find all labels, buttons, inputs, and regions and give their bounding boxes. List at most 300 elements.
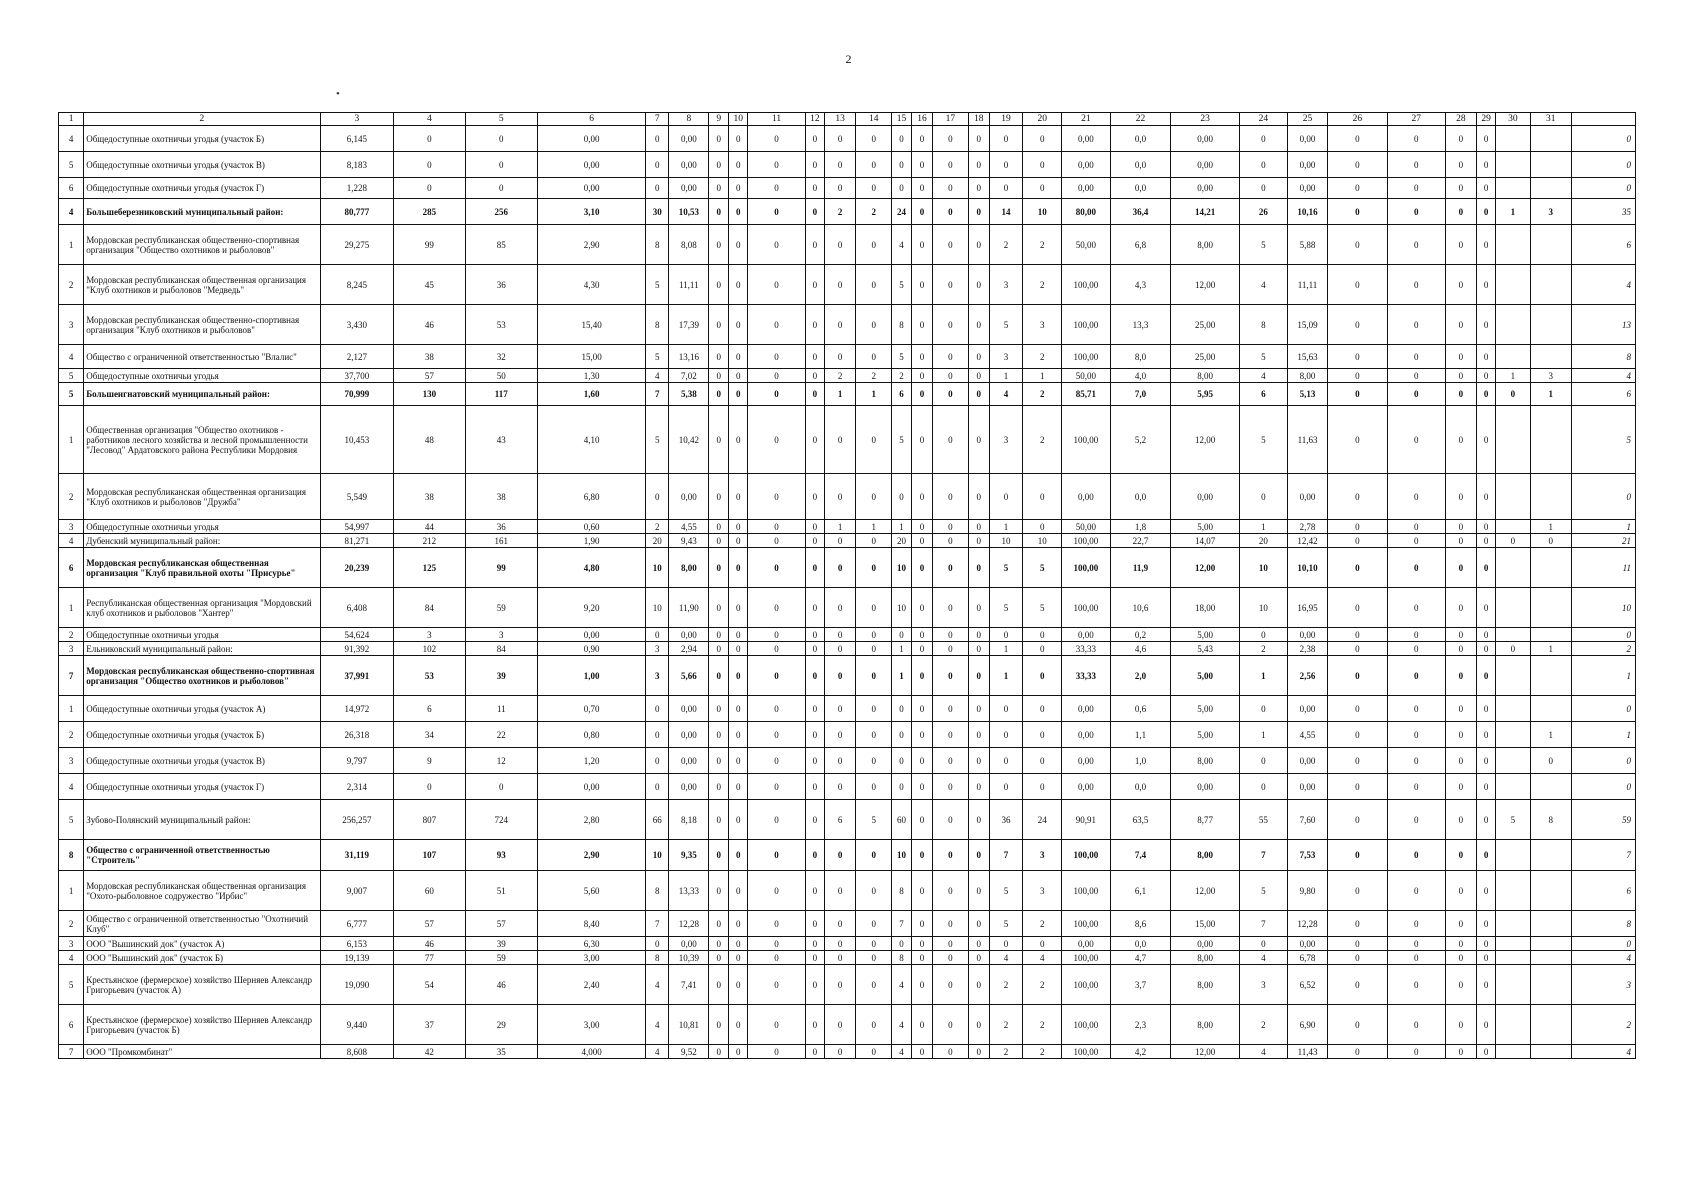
table-cell: 26 [1239, 199, 1287, 225]
table-cell: 0 [1477, 937, 1496, 951]
table-cell: 11 [465, 696, 537, 722]
table-cell: 0 [709, 265, 729, 305]
table-cell: 0 [892, 126, 912, 152]
table-cell: 0 [1239, 774, 1287, 800]
table-cell: 0 [824, 265, 856, 305]
table-cell: 3,00 [538, 951, 646, 965]
table-cell: 0 [933, 548, 969, 588]
table-cell: 59 [465, 951, 537, 965]
table-cell: 0 [856, 774, 892, 800]
table-row [59, 178, 1636, 199]
table-cell: 1,90 [538, 534, 646, 548]
table-cell: 5 [989, 305, 1023, 345]
table-cell: 0 [709, 840, 729, 871]
table-cell: 8,0 [1110, 345, 1171, 369]
row-name-cell: Большеигнатовский муниципальный район: [84, 383, 320, 406]
table-cell: 0 [968, 534, 989, 548]
table-cell: 0 [1239, 748, 1287, 774]
table-cell: 0 [805, 152, 824, 178]
table-cell: 0 [1327, 406, 1387, 474]
table-cell: 0 [856, 628, 892, 642]
table-cell: 0 [646, 748, 669, 774]
table-cell: 9,35 [669, 840, 709, 871]
table-cell: 0 [1445, 840, 1477, 871]
table-cell: 0 [1327, 305, 1387, 345]
table-cell: 14,21 [1171, 199, 1239, 225]
table-cell: 13,33 [669, 871, 709, 911]
row-name-cell: Общедоступные охотничьи угодья [84, 628, 320, 642]
table-cell: 0 [968, 951, 989, 965]
table-cell: 0 [933, 474, 969, 520]
table-cell: 0 [709, 696, 729, 722]
table-cell: 2,56 [1288, 656, 1328, 696]
table-cell [1530, 548, 1571, 588]
column-header: 25 [1288, 113, 1328, 126]
table-cell: 26,318 [320, 722, 394, 748]
table-cell: 93 [465, 840, 537, 871]
table-cell: 0 [805, 840, 824, 871]
table-cell: 5,43 [1171, 642, 1239, 656]
table-cell: 0 [856, 588, 892, 628]
table-cell: 0 [1477, 588, 1496, 628]
row-name-cell: Крестьянское (фермерское) хозяйство Шерняев Александр Григорьевич (участок А) [84, 965, 320, 1005]
table-cell: 256,257 [320, 800, 394, 840]
table-cell: 0 [856, 1045, 892, 1059]
row-number-cell: 3 [59, 748, 84, 774]
table-row [59, 911, 1636, 937]
table-cell [1530, 951, 1571, 965]
table-cell [1496, 548, 1531, 588]
row-number-cell: 3 [59, 520, 84, 534]
table-cell: 0 [1327, 225, 1387, 265]
table-cell: 37,700 [320, 369, 394, 383]
table-row [59, 305, 1636, 345]
table-cell: 0,0 [1110, 178, 1171, 199]
row-number-cell: 3 [59, 642, 84, 656]
table-cell: 39 [465, 656, 537, 696]
table-cell: 0 [989, 474, 1023, 520]
table-cell: 3 [465, 628, 537, 642]
table-cell: 0 [465, 126, 537, 152]
table-cell: 100,00 [1062, 345, 1110, 369]
table-cell: 0 [1387, 520, 1445, 534]
table-cell: 0,00 [538, 126, 646, 152]
table-cell: 6,90 [1288, 1005, 1328, 1045]
table-cell: 6,52 [1288, 965, 1328, 1005]
table-cell: 0 [805, 1045, 824, 1059]
table-cell: 0 [805, 534, 824, 548]
table-cell: 0 [748, 548, 806, 588]
table-cell: 0 [968, 800, 989, 840]
table-cell: 0 [1445, 696, 1477, 722]
table-cell: 8 [1571, 911, 1635, 937]
table-cell: 0 [1023, 152, 1062, 178]
table-cell: 0 [748, 199, 806, 225]
table-cell: 0 [1327, 345, 1387, 369]
table-cell: 0 [1387, 1005, 1445, 1045]
table-cell [1496, 748, 1531, 774]
table-cell: 0 [805, 774, 824, 800]
table-cell: 0 [824, 774, 856, 800]
table-cell: 5 [989, 871, 1023, 911]
table-cell: 0 [709, 1005, 729, 1045]
table-cell [1530, 628, 1571, 642]
table-cell: 100,00 [1062, 265, 1110, 305]
table-cell: 85,71 [1062, 383, 1110, 406]
table-cell: 0 [912, 474, 933, 520]
row-name-cell: Общедоступные охотничьи угодья (участок Г) [84, 178, 320, 199]
table-cell: 12,00 [1171, 1045, 1239, 1059]
table-cell: 0 [709, 722, 729, 748]
table-cell: 0 [748, 871, 806, 911]
table-cell: 0 [748, 1005, 806, 1045]
table-cell: 10,453 [320, 406, 394, 474]
table-cell: 59 [1571, 800, 1635, 840]
row-name-cell: Общедоступные охотничьи угодья (участок Б) [84, 722, 320, 748]
table-cell: 0,00 [1062, 722, 1110, 748]
table-cell: 10 [646, 840, 669, 871]
table-cell: 0 [1387, 748, 1445, 774]
table-cell: 2 [1239, 642, 1287, 656]
row-number-cell: 3 [59, 305, 84, 345]
table-cell: 14,07 [1171, 534, 1239, 548]
table-row [59, 748, 1636, 774]
table-cell: 0 [729, 126, 748, 152]
table-cell: 0 [729, 588, 748, 628]
table-cell: 0 [646, 126, 669, 152]
table-cell: 0 [1239, 937, 1287, 951]
table-cell: 0 [968, 628, 989, 642]
table-cell: 0 [856, 871, 892, 911]
table-cell [1496, 152, 1531, 178]
table-cell: 0 [729, 178, 748, 199]
table-cell: 8,245 [320, 265, 394, 305]
table-cell: 0 [646, 696, 669, 722]
table-cell: 0 [394, 774, 465, 800]
table-cell: 7,0 [1110, 383, 1171, 406]
table-cell: 0 [1023, 474, 1062, 520]
row-number-cell: 5 [59, 965, 84, 1005]
table-cell: 17,39 [669, 305, 709, 345]
table-cell: 5,66 [669, 656, 709, 696]
table-row [59, 1005, 1636, 1045]
table-cell: 0 [1327, 840, 1387, 871]
table-cell: 0 [748, 265, 806, 305]
table-cell: 0 [1387, 965, 1445, 1005]
table-cell: 0 [729, 383, 748, 406]
table-cell: 0 [805, 588, 824, 628]
table-cell: 8,00 [1288, 369, 1328, 383]
table-cell: 99 [394, 225, 465, 265]
table-cell: 2 [824, 199, 856, 225]
table-cell: 4,3 [1110, 265, 1171, 305]
column-header: 28 [1445, 113, 1477, 126]
table-cell: 100,00 [1062, 534, 1110, 548]
table-cell: 0 [1477, 965, 1496, 1005]
table-cell: 0 [748, 656, 806, 696]
table-row [59, 1045, 1636, 1059]
table-cell: 100,00 [1062, 911, 1110, 937]
table-cell: 10 [1239, 548, 1287, 588]
table-cell: 0 [1387, 800, 1445, 840]
table-cell: 0 [968, 369, 989, 383]
table-cell: 0 [1477, 126, 1496, 152]
table-cell: 0,00 [1062, 178, 1110, 199]
table-cell: 0 [709, 656, 729, 696]
row-name-cell: Мордовская республиканская общественная организация "Клуб охотников и рыболовов "Дружба" [84, 474, 320, 520]
table-cell: 0 [805, 369, 824, 383]
table-cell: 0 [1445, 265, 1477, 305]
table-row [59, 628, 1636, 642]
table-cell: 9,43 [669, 534, 709, 548]
table-cell: 0 [1327, 369, 1387, 383]
table-cell: 2 [1023, 265, 1062, 305]
table-cell: 31,119 [320, 840, 394, 871]
table-cell: 0 [1445, 1005, 1477, 1045]
table-cell: 1 [1239, 722, 1287, 748]
table-cell: 0 [805, 225, 824, 265]
table-cell: 0 [912, 1045, 933, 1059]
table-cell: 0 [729, 520, 748, 534]
table-cell [1530, 774, 1571, 800]
table-cell: 0 [748, 474, 806, 520]
row-name-cell: Ельниковский муниципальный район: [84, 642, 320, 656]
table-cell: 0 [729, 840, 748, 871]
table-cell: 0 [805, 548, 824, 588]
table-cell: 0 [1387, 951, 1445, 965]
table-cell: 0 [1496, 534, 1531, 548]
table-cell: 46 [394, 305, 465, 345]
table-cell: 19,139 [320, 951, 394, 965]
column-header: 3 [320, 113, 394, 126]
table-cell [1496, 225, 1531, 265]
table-cell: 0 [824, 628, 856, 642]
table-cell [1530, 345, 1571, 369]
row-number-cell: 7 [59, 656, 84, 696]
table-row [59, 548, 1636, 588]
table-cell: 8,608 [320, 1045, 394, 1059]
table-cell: 0 [933, 800, 969, 840]
table-cell: 0 [912, 937, 933, 951]
table-row [59, 406, 1636, 474]
table-cell: 0 [709, 199, 729, 225]
table-cell: 0 [1477, 199, 1496, 225]
table-cell: 0 [805, 937, 824, 951]
table-cell: 0 [968, 748, 989, 774]
table-cell: 1 [1023, 369, 1062, 383]
table-cell: 0 [805, 642, 824, 656]
table-cell: 0 [1477, 305, 1496, 345]
table-cell: 8 [892, 871, 912, 911]
table-cell: 0 [968, 937, 989, 951]
table-cell: 0 [968, 305, 989, 345]
table-cell: 0 [748, 588, 806, 628]
row-name-cell: Общедоступные охотничьи угодья (участок В) [84, 152, 320, 178]
row-number-cell: 8 [59, 840, 84, 871]
table-cell: 0 [1571, 152, 1635, 178]
table-cell: 7 [1239, 911, 1287, 937]
table-cell: 0 [1445, 937, 1477, 951]
table-cell: 0 [933, 520, 969, 534]
table-cell: 0 [824, 345, 856, 369]
table-cell: 0,00 [669, 696, 709, 722]
table-cell: 0 [1023, 126, 1062, 152]
table-cell: 6,8 [1110, 225, 1171, 265]
table-cell: 0 [1477, 383, 1496, 406]
table-cell: 7,02 [669, 369, 709, 383]
table-cell: 38 [394, 345, 465, 369]
table-cell: 24 [892, 199, 912, 225]
table-cell: 0 [1477, 840, 1496, 871]
table-cell: 4 [1239, 369, 1287, 383]
table-cell: 0 [805, 178, 824, 199]
table-cell: 0 [748, 965, 806, 1005]
table-cell: 0 [1387, 126, 1445, 152]
table-cell: 0 [1445, 305, 1477, 345]
table-cell: 0 [1327, 588, 1387, 628]
row-name-cell: ООО "Промкомбинат" [84, 1045, 320, 1059]
table-cell: 5 [1023, 548, 1062, 588]
table-cell: 10 [892, 548, 912, 588]
table-cell: 1 [989, 656, 1023, 696]
table-cell: 0 [709, 1045, 729, 1059]
table-cell: 0 [805, 871, 824, 911]
table-cell: 8 [646, 951, 669, 965]
table-cell: 0 [1477, 628, 1496, 642]
table-cell: 3 [989, 406, 1023, 474]
table-cell: 0 [933, 406, 969, 474]
column-header: 11 [748, 113, 806, 126]
table-cell: 1 [1530, 642, 1571, 656]
table-cell: 0 [709, 474, 729, 520]
table-cell: 0 [748, 345, 806, 369]
table-row [59, 534, 1636, 548]
table-cell: 100,00 [1062, 406, 1110, 474]
table-cell: 10 [989, 534, 1023, 548]
table-cell [1496, 1005, 1531, 1045]
table-cell: 2 [989, 1045, 1023, 1059]
table-cell: 0 [709, 965, 729, 1005]
table-cell: 0 [805, 265, 824, 305]
table-cell: 0 [1023, 937, 1062, 951]
table-cell: 0 [824, 840, 856, 871]
table-cell [1530, 937, 1571, 951]
table-cell: 77 [394, 951, 465, 965]
table-cell: 3 [989, 345, 1023, 369]
table-cell: 0 [709, 748, 729, 774]
table-cell: 0,00 [538, 152, 646, 178]
column-header: 30 [1496, 113, 1531, 126]
table-cell: 0,00 [669, 774, 709, 800]
table-cell: 1 [1571, 520, 1635, 534]
table-cell: 0 [912, 225, 933, 265]
table-cell: 0 [1445, 152, 1477, 178]
table-cell: 0 [968, 345, 989, 369]
table-cell: 0 [968, 774, 989, 800]
table-cell: 0 [748, 126, 806, 152]
table-cell: 54,624 [320, 628, 394, 642]
table-cell: 0 [1327, 548, 1387, 588]
table-cell: 100,00 [1062, 951, 1110, 965]
table-cell: 5,549 [320, 474, 394, 520]
table-cell: 0 [1327, 911, 1387, 937]
table-cell: 11,43 [1288, 1045, 1328, 1059]
table-cell: 0 [1530, 748, 1571, 774]
column-header: 9 [709, 113, 729, 126]
table-cell: 0 [729, 722, 748, 748]
row-name-cell: Мордовская республиканская общественно-спортивная организация "Общество охотников и рыболовов" [84, 656, 320, 696]
table-cell: 0,00 [1288, 178, 1328, 199]
row-name-cell: Общество с ограниченной ответственностью "Охотничий Клуб" [84, 911, 320, 937]
table-cell: 2,127 [320, 345, 394, 369]
table-cell: 130 [394, 383, 465, 406]
table-cell: 0 [933, 628, 969, 642]
row-name-cell: Мордовская республиканская общественно-спортивная организация "Клуб охотников и рыболовов" [84, 305, 320, 345]
table-cell: 2 [1571, 1005, 1635, 1045]
table-cell: 0 [1445, 126, 1477, 152]
table-cell: 0 [1239, 126, 1287, 152]
table-cell: 0 [989, 628, 1023, 642]
table-cell: 1 [1530, 383, 1571, 406]
table-cell: 0 [1477, 534, 1496, 548]
table-cell: 4 [646, 1005, 669, 1045]
table-cell [1496, 696, 1531, 722]
table-cell: 7 [646, 911, 669, 937]
table-cell: 0 [912, 369, 933, 383]
table-cell: 53 [394, 656, 465, 696]
table-cell: 0 [912, 265, 933, 305]
table-cell: 0 [1445, 748, 1477, 774]
table-cell: 0 [1327, 748, 1387, 774]
table-cell: 3 [1239, 965, 1287, 1005]
table-cell: 0 [1445, 965, 1477, 1005]
table-cell: 0 [1387, 406, 1445, 474]
table-cell: 0 [912, 199, 933, 225]
table-cell: 0 [1327, 383, 1387, 406]
table-cell: 3 [989, 265, 1023, 305]
table-row [59, 265, 1636, 305]
table-cell: 0 [1327, 1005, 1387, 1045]
table-cell: 10 [646, 588, 669, 628]
table-cell: 4 [1239, 951, 1287, 965]
table-cell: 0 [824, 937, 856, 951]
table-cell: 0 [1387, 871, 1445, 911]
table-cell: 0 [912, 840, 933, 871]
table-cell: 0 [748, 628, 806, 642]
table-cell: 4 [1571, 951, 1635, 965]
table-cell: 8,00 [1171, 225, 1239, 265]
table-cell: 0 [709, 548, 729, 588]
table-cell: 0 [709, 369, 729, 383]
table-cell: 0,00 [538, 178, 646, 199]
table-cell: 0 [748, 840, 806, 871]
table-cell: 4,7 [1110, 951, 1171, 965]
table-cell [1530, 911, 1571, 937]
row-name-cell: Общественная организация "Общество охотников - работников лесного хозяйства и лесной промышленности "Лесовод" Ардатовского района Республики Мордовия [84, 406, 320, 474]
table-cell: 0 [824, 642, 856, 656]
table-cell: 0 [1327, 722, 1387, 748]
table-cell: 1 [892, 642, 912, 656]
table-cell: 6,153 [320, 937, 394, 951]
table-cell: 0 [709, 937, 729, 951]
table-cell: 20 [892, 534, 912, 548]
table-cell: 0 [892, 628, 912, 642]
row-number-cell: 7 [59, 1045, 84, 1059]
table-cell: 0 [805, 800, 824, 840]
table-cell: 0 [824, 152, 856, 178]
row-number-cell: 6 [59, 1005, 84, 1045]
table-cell: 6 [824, 800, 856, 840]
